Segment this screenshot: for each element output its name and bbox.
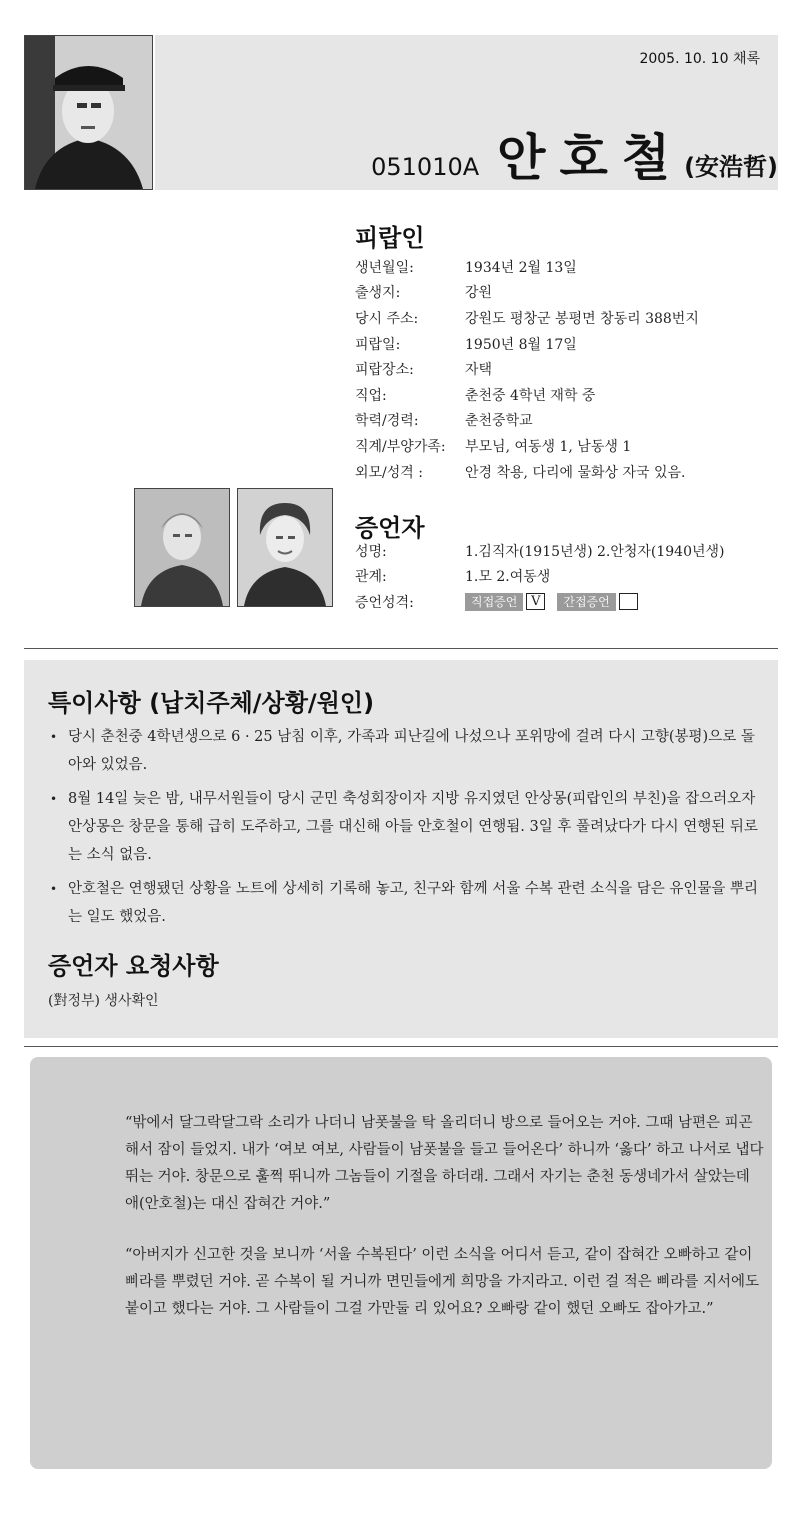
abductee-info-list (355, 254, 699, 484)
info-row-witness-name (355, 538, 725, 564)
notes-heading: 특이사항 (납치주체/상황/원인) (48, 689, 375, 717)
indirect-testimony-tag: 간접증언 (557, 593, 615, 611)
info-value: 강원도 평창군 봉평면 창동리 388번지 (465, 310, 699, 327)
info-row-address (355, 305, 699, 331)
note-text: 안호철은 연행됐던 상황을 노트에 상세히 기록해 놓고, 친구와 함께 서울 수복 관련 소식을 담은 유인물을 뿌리는 일도 했었음. (68, 881, 759, 925)
info-value: 1.김직자(1915년생) 2.안청자(1940년생) (465, 543, 725, 560)
info-label: 관계: (355, 569, 387, 586)
info-label: 피랍일: (355, 336, 401, 353)
bullet-icon: • (50, 792, 58, 806)
quote-paragraph-2: “아버지가 신고한 것을 보니까 ‘서울 수복된다’ 이런 소식을 어디서 듣고, 같이 잡혀간 오빠하고 같이 삐라를 뿌렸던 거야. 곧 수복이 될 거니까 면민들에게 희망을 가지라고. 이런 걸 적은 삐라를 지서에도 붙이고 했다는 거야. 그 사람들이 그걸 가만둘 리 있어요? 오빠랑 같이 했던 오빠도 잡아가고.” (125, 1247, 760, 1317)
quote-paragraph-1: “밖에서 달그락달그락 소리가 나더니 남폿불을 탁 올리더니 방으로 들어오는 거야. 그때 남편은 피곤해서 잠이 들었지. 내가 ‘여보 여보, 사람들이 남폿불을 들고 들어온다’ 하니까 ‘옳다’ 하고 나서로 냅다 뛰는 거야. 창문으로 훌쩍 뛰니까 그놈들이 기절을 하더래. 그래서 자기는 춘천 동생네가서 살았는데 애(안호철)는 대신 잡혀간 거야.” (125, 1115, 764, 1212)
info-label: 성명: (355, 543, 387, 560)
witness-portrait-icon (238, 489, 332, 606)
bullet-icon: • (50, 882, 58, 896)
bullet-icon: • (50, 730, 58, 744)
info-label: 출생지: (355, 285, 401, 302)
info-value: 춘천중 4학년 재학 중 (465, 387, 596, 404)
info-value: 자택 (465, 362, 493, 379)
abductee-heading: 피랍인 (355, 224, 425, 252)
list-item (50, 723, 765, 779)
testimony-type-options (465, 593, 650, 611)
witness-portrait-icon (135, 489, 229, 606)
list-item (50, 785, 765, 869)
witness-heading: 증언자 (355, 514, 425, 542)
info-label: 직계/부양가족: (355, 438, 446, 455)
abductee-name: 안호철 (497, 129, 685, 187)
info-row-relation (355, 564, 725, 590)
info-row-education (355, 408, 699, 434)
info-value: 부모님, 여동생 1, 남동생 1 (465, 438, 632, 455)
info-value: 안경 착용, 다리에 물화상 자국 있음. (465, 464, 686, 481)
request-text: (對정부) 생사확인 (48, 993, 159, 1009)
info-label: 외모/성격 : (355, 464, 423, 481)
info-label: 생년월일: (355, 259, 414, 276)
top-divider (24, 648, 778, 649)
info-value: 1.모 2.여동생 (465, 569, 551, 586)
list-item (50, 875, 765, 931)
abductee-portrait-icon (25, 36, 152, 189)
info-row-birthplace (355, 280, 699, 306)
info-value: 1934년 2월 13일 (465, 259, 577, 276)
direct-testimony-tag: 직접증언 (465, 593, 523, 611)
abductee-name-hanja: (安浩哲) (684, 153, 778, 181)
info-label: 직업: (355, 387, 387, 404)
abductee-photo (24, 35, 153, 190)
record-date: 2005. 10. 10 채록 (639, 51, 760, 67)
info-row-occupation (355, 382, 699, 408)
info-row-abduction-date (355, 331, 699, 357)
indirect-testimony-checkbox[interactable] (619, 593, 638, 610)
notes-list (50, 723, 765, 937)
info-label: 학력/경력: (355, 413, 419, 430)
request-heading: 증언자 요청사항 (48, 952, 219, 980)
witness-photo-sister (237, 488, 333, 607)
info-row-birthdate (355, 254, 699, 280)
info-value: 춘천중학교 (465, 413, 533, 430)
witness-info-list (355, 538, 725, 615)
info-value: 강원 (465, 285, 493, 302)
info-label: 피랍장소: (355, 362, 414, 379)
note-text: 당시 춘천중 4학년생으로 6 · 25 남침 이후, 가족과 피난길에 나섰으나 포위망에 걸려 다시 고향(봉평)으로 돌아와 있었음. (68, 729, 755, 773)
note-text: 8월 14일 늦은 밤, 내무서원들이 당시 군민 축성회장이자 지방 유지였던 안상몽(피랍인의 부친)을 잡으러오자 안상몽은 창문을 통해 급히 도주하고, 그를 대신해 아들 안호철이 연행됨. 3일 후 풀려났다가 다시 연행된 뒤로는 소식 없음. (68, 791, 758, 863)
direct-testimony-checkbox[interactable]: V (526, 593, 545, 610)
bottom-divider (24, 1046, 778, 1047)
info-row-family (355, 433, 699, 459)
title-row (371, 118, 778, 190)
info-label: 증언성격: (355, 594, 414, 611)
info-row-testimony-type (355, 589, 725, 615)
info-value: 1950년 8월 17일 (465, 336, 577, 353)
info-row-appearance (355, 459, 699, 485)
info-label: 당시 주소: (355, 310, 419, 327)
info-row-abduction-place (355, 356, 699, 382)
case-id: 051010A (371, 153, 480, 181)
witness-photo-mother (134, 488, 230, 607)
